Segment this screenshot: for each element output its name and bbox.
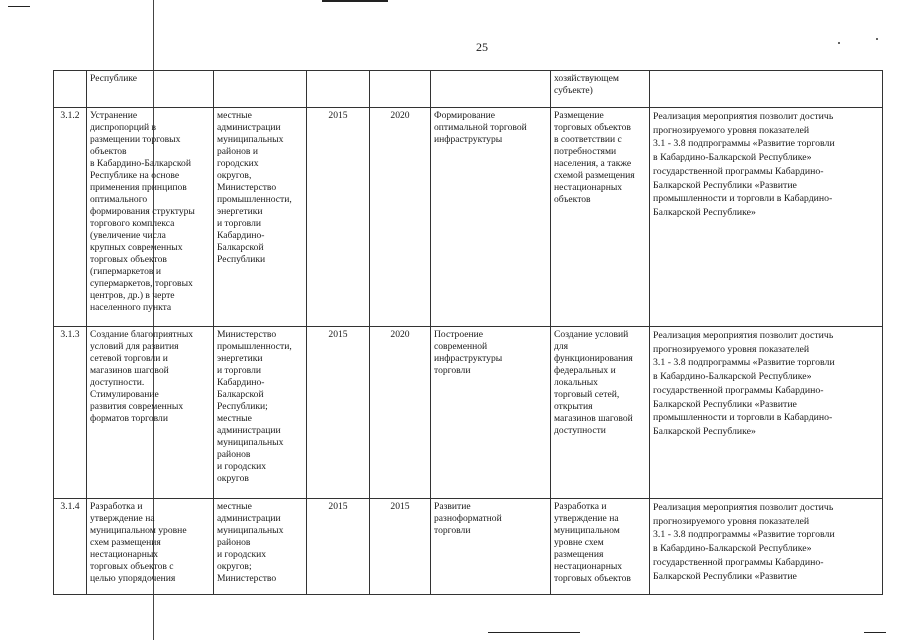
scan-mark-bottom-right [864,632,886,633]
cell-executor: местные администрации муниципальных районов и городских округов; Министерство [214,499,307,595]
table-row-continuation [54,71,883,108]
cell-indicator-link: Реализация мероприятия позволит достичь прогнозируемого уровня показателей 3.1 - 3.8 подпрограммы «Развитие торговли в Кабардино-Балкарской Республике» государственной программы Кабардино- Балкарской Республики «Развитие промышленности и торговли в Кабардино- Балкарской Республике» [650,108,883,327]
cell-end-year: 2015 [370,499,431,595]
table-row [54,327,883,499]
cell-end-year: 2020 [370,108,431,327]
cell-start-year: 2015 [307,108,370,327]
cell-executor: местные администрации муниципальных районов и городских округов, Министерство промышленности, энергетики и торговли Кабардино- Балкарской Республики [214,108,307,327]
cell-number [54,71,87,108]
scan-dot [838,42,840,44]
table-row [54,499,883,595]
cell-indicator-link: Реализация мероприятия позволит достичь прогнозируемого уровня показателей 3.1 - 3.8 подпрограммы «Развитие торговли в Кабардино-Балкарской Республике» государственной программы Кабардино- Балкарской Республики «Развитие промышленности и торговли в Кабардино- Балкарской Республике» [650,327,883,499]
cell-direction [431,71,551,108]
cell-number: 3.1.4 [54,499,87,595]
cell-expected-result: хозяйствующем субъекте) [551,71,650,108]
table-row [54,108,883,327]
cell-end-year [370,71,431,108]
cell-expected-result: Размещение торговых объектов в соответствии с потребностями населения, а также схемой размещения нестационарных объектов [551,108,650,327]
cell-indicator-link [650,71,883,108]
scan-mark-top-left [8,6,30,7]
measures-table [53,70,883,595]
scan-mark-top-center [322,0,388,2]
cell-direction: Построение современной инфраструктуры торговли [431,327,551,499]
cell-expected-result: Создание условий для функционирования федеральных и локальных торговый сетей, открытия магазинов шаговой доступности [551,327,650,499]
cell-number: 3.1.2 [54,108,87,327]
cell-measure-name: Устранение диспропорций в размещении торговых объектов в Кабардино-Балкарской Республике на основе применения принципов оптимального формирования структуры торгового комплекса (увеличение числа крупных современных торговых объектов (гипермаркетов и супермаркетов, торговых центров, др.) в черте населенного пункта [87,108,214,327]
cell-direction: Формирование оптимальной торговой инфраструктуры [431,108,551,327]
cell-direction: Развитие разноформатной торговли [431,499,551,595]
page-number: 25 [476,40,488,54]
cell-executor [214,71,307,108]
scan-dot [876,38,878,40]
cell-number: 3.1.3 [54,327,87,499]
cell-start-year: 2015 [307,327,370,499]
cell-measure-name: Создание благоприятных условий для развития сетевой торговли и магазинов шаговой доступности. Стимулирование развития современных форматов торговли [87,327,214,499]
scan-mark-bottom-center [488,632,580,633]
cell-measure-name: Республике [87,71,214,108]
cell-indicator-link: Реализация мероприятия позволит достичь прогнозируемого уровня показателей 3.1 - 3.8 подпрограммы «Развитие торговли в Кабардино-Балкарской Республике» государственной программы Кабардино- Балкарской Республики «Развитие [650,499,883,595]
cell-start-year: 2015 [307,499,370,595]
cell-expected-result: Разработка и утверждение на муниципальном уровне схем размещения нестационарных торговых объектов [551,499,650,595]
cell-measure-name: Разработка и утверждение на муниципальном уровне схем размещения нестационарных торговых объектов с целью упорядочения [87,499,214,595]
cell-start-year [307,71,370,108]
cell-end-year: 2020 [370,327,431,499]
cell-executor: Министерство промышленности, энергетики и торговли Кабардино- Балкарской Республики; местные администрации муниципальных районов и городских округов [214,327,307,499]
